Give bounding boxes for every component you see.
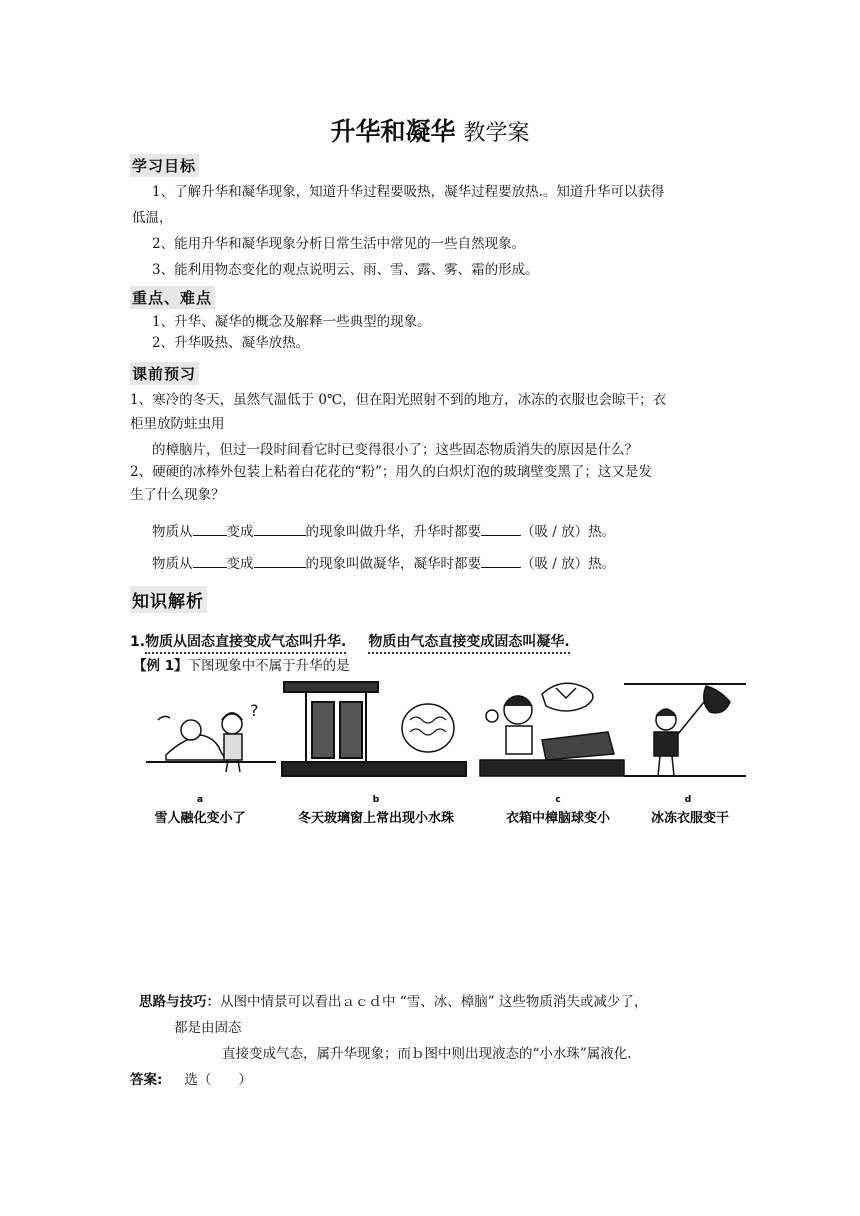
panel-d-illustration bbox=[624, 684, 746, 776]
tip-label: 思路与技巧： bbox=[139, 994, 220, 1010]
fill-sublimation: 物质从 变成 的现象叫做升华，升华时都要 （吸 / 放）热。 bbox=[152, 521, 615, 542]
keypoint-2: 2、升华吸热、凝华放热。 bbox=[152, 335, 310, 351]
blank[interactable] bbox=[481, 553, 521, 568]
preview-q2-line2: 生了什么现象？ bbox=[130, 487, 225, 503]
definition-line: 1.物质从固态直接变成气态叫升华. 物质由气态直接变成固态叫凝华. bbox=[130, 632, 570, 652]
panel-b-caption: 冬天玻璃窗上常出现小水珠 bbox=[297, 811, 455, 826]
panel-c-illustration bbox=[480, 683, 624, 776]
example-question: 下图现象中不属于升华的是 bbox=[187, 658, 350, 674]
tip-line2: 都是由固态 bbox=[174, 1020, 242, 1036]
tip-line3: 直接变成气态，属升华现象；而ｂ图中则出现液态的“小水珠”属液化. bbox=[222, 1046, 632, 1062]
blank[interactable] bbox=[254, 553, 306, 568]
panel-b-letter: b bbox=[372, 795, 380, 805]
panel-c-caption: 衣箱中樟脑球变小 bbox=[505, 811, 611, 826]
objectives-heading: 学习目标 bbox=[130, 154, 199, 177]
tip-line1 bbox=[139, 992, 647, 1012]
objective-1-line2: 低温， bbox=[132, 210, 173, 226]
tip-text-1: 从图中情景可以看出ａｃｄ中 “雪、冰、樟脑” 这些物质消失或减少了， bbox=[220, 994, 648, 1010]
objective-2: 2、能用升华和凝华现象分析日常生活中常见的一些自然现象。 bbox=[152, 236, 526, 252]
example-tag: 【例 1】 bbox=[133, 658, 188, 674]
panel-d-letter: d bbox=[684, 795, 692, 805]
answer-line bbox=[130, 1070, 252, 1090]
blank[interactable] bbox=[193, 521, 227, 536]
panel-a-letter: a bbox=[196, 795, 204, 805]
title-sub: 教学案 bbox=[463, 121, 530, 146]
keypoint-1: 1、升华、凝华的概念及解释一些典型的现象。 bbox=[152, 314, 431, 330]
panel-b-illustration bbox=[282, 682, 466, 776]
preview-q1-line2: 柜里放防蛀虫用 bbox=[130, 416, 225, 432]
objective-1-line1: 1、了解升华和凝华现象，知道升华过程要吸热，凝华过程要放热.。知道升华可以获得 bbox=[152, 184, 665, 200]
blank[interactable] bbox=[254, 521, 306, 536]
blank[interactable] bbox=[193, 553, 227, 568]
definition-deposition: 物质由气态直接变成固态叫凝华. bbox=[368, 634, 569, 654]
objective-3: 3、能利用物态变化的观点说明云、雨、雪、露、雾、霜的形成。 bbox=[152, 262, 539, 278]
page-title bbox=[0, 112, 860, 148]
blank[interactable] bbox=[481, 521, 521, 536]
preview-heading: 课前预习 bbox=[130, 362, 199, 385]
answer-text[interactable]: 选（ ） bbox=[184, 1072, 252, 1088]
svg-text:?: ? bbox=[250, 701, 259, 720]
panel-a-illustration bbox=[146, 701, 276, 772]
definition-sublimation: 物质从固态直接变成气态叫升华. bbox=[145, 634, 346, 654]
panel-d-caption: 冰冻衣服变干 bbox=[650, 811, 730, 826]
example-figure bbox=[146, 680, 746, 830]
preview-q2-line1: 2、硬硬的冰棒外包装上粘着白花花的“粉”；用久的白炽灯泡的玻璃壁变黑了；这又是发 bbox=[130, 464, 652, 480]
preview-q1-line1: 1、寒冷的冬天，虽然气温低于 0℃，但在阳光照射不到的地方，冰冻的衣服也会晾干；衣 bbox=[130, 392, 667, 408]
title-main: 升华和凝华 bbox=[330, 117, 456, 146]
keypoints-heading: 重点、难点 bbox=[130, 286, 215, 309]
preview-q1-line3: 的樟脑片，但过一段时间看它时已变得很小了；这些固态物质消失的原因是什么？ bbox=[152, 442, 638, 458]
fill-deposition: 物质从 变成 的现象叫做凝华，凝华时都要 （吸 / 放）热。 bbox=[152, 553, 615, 574]
analysis-heading: 知识解析 bbox=[130, 586, 207, 613]
panel-c-letter: c bbox=[555, 795, 561, 805]
answer-label: 答案: bbox=[130, 1072, 163, 1088]
panel-a-caption: 雪人融化变小了 bbox=[154, 811, 246, 826]
example-1 bbox=[133, 656, 350, 676]
